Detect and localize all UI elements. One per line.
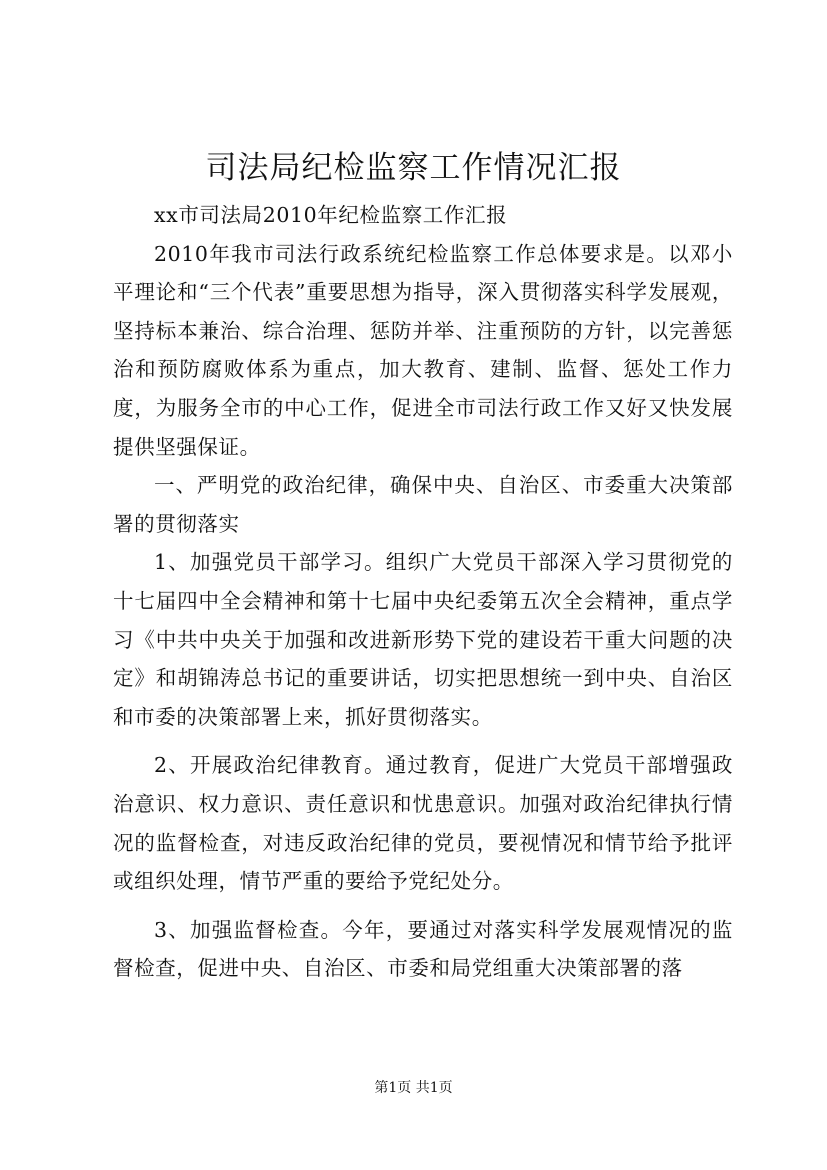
document-title: 司法局纪检监察工作情况汇报: [205, 150, 622, 186]
subtitle-paragraph: xx市司法局2010年纪检监察工作汇报: [154, 203, 508, 227]
document-body: [113, 196, 733, 988]
body-paragraph: 3、加强监督检查。今年，要通过对落实科学发展观情况的监督检查，促进中央、自治区、市委和局党组重大决策部署的落: [113, 917, 733, 981]
section-heading: 一、严明党的政治纪律，确保中央、自治区、市委重大决策部署的贯彻落实: [113, 473, 733, 536]
body-paragraph: 2010年我市司法行政系统纪检监察工作总体要求是。以邓小平理论和“三个代表”重要思想为指导，深入贯彻落实科学发展观，坚持标本兼治、综合治理、惩防并举、注重预防的方针，以完善惩治和预防腐败体系为重点，加大教育、建制、监督、惩处工作力度，为服务全市的中心工作，促进全市司法行政工作又好又快发展提供坚强保证。: [113, 241, 733, 459]
body-paragraph: 1、加强党员干部学习。组织广大党员干部深入学习贯彻党的十七届四中全会精神和第十七届中央纪委第五次全会精神，重点学习《中共中央关于加强和改进新形势下党的建设若干重大问题的决定》和胡锦涛总书记的重要讲话，切实把思想统一到中央、自治区和市委的决策部署上来，抓好贯彻落实。: [113, 550, 733, 729]
page-footer: 第1页 共1页: [374, 1080, 453, 1096]
body-paragraph: 2、开展政治纪律教育。通过教育，促进广大党员干部增强政治意识、权力意识、责任意识和忧患意识。加强对政治纪律执行情况的监督检查，对违反政治纪律的党员，要视情况和情节给予批评或组织处理，情节严重的要给予党纪处分。: [113, 753, 733, 894]
